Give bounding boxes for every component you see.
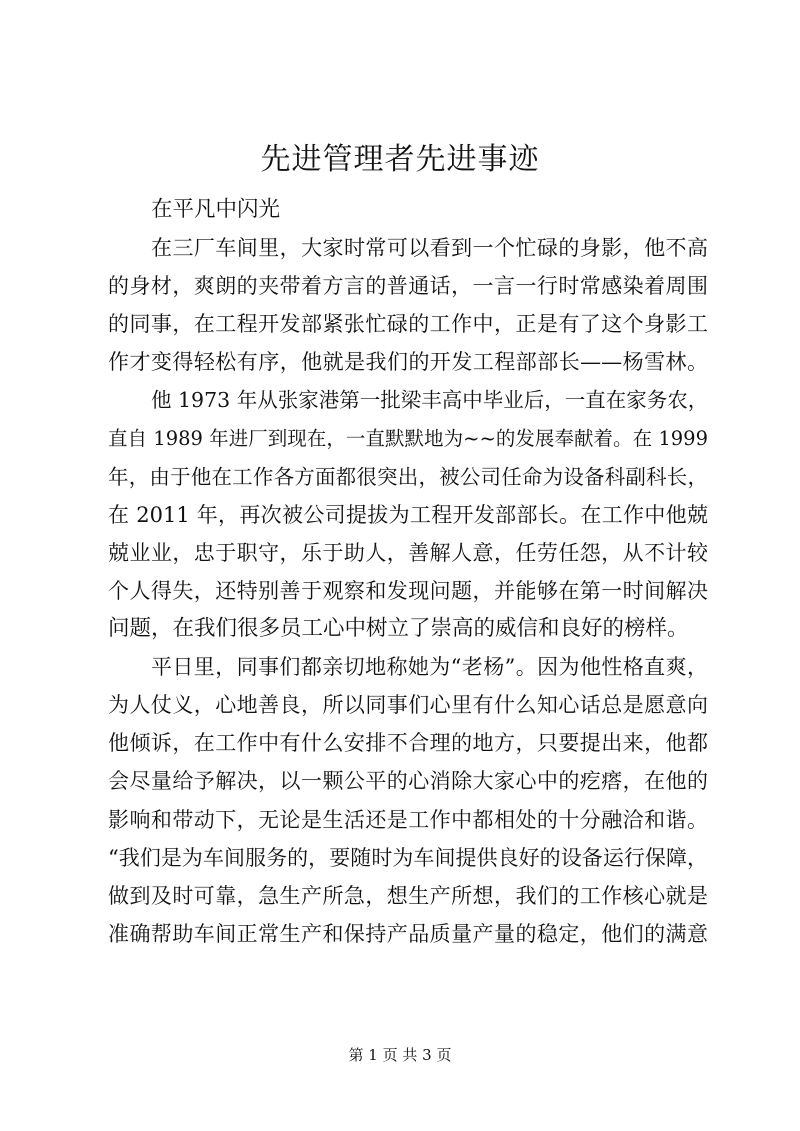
text-line: 为人仗义，心地善良，所以同事们心里有什么知心话总是愿意向: [108, 693, 708, 718]
text-line: “我们是为车间服务的，要随时为车间提供良好的设备运行保障，: [108, 845, 708, 870]
text-line: 年，由于他在工作各方面都很突出，被公司任命为设备科副科长，: [108, 464, 708, 489]
text-line: 会尽量给予解决，以一颗公平的心消除大家心中的疙瘩，在他的: [108, 769, 708, 794]
document-title: 先进管理者先进事迹: [260, 142, 540, 177]
text-line: 平日里，同事们都亲切地称她为“老杨”。因为他性格直爽，: [151, 655, 708, 680]
text-line: 影响和带动下，无论是生活还是工作中都相处的十分融洽和谐。: [108, 807, 708, 832]
text-line: 个人得失，还特别善于观察和发现问题，并能够在第一时间解决: [108, 578, 708, 603]
document-body: [108, 191, 708, 953]
text-line: 问题，在我们很多员工心中树立了崇高的威信和良好的榜样。: [108, 616, 689, 642]
subtitle-line: 在平凡中闪光: [151, 197, 281, 222]
text-line: 他 1973 年从张家港第一批梁丰高中毕业后，一直在家务农，: [151, 388, 709, 413]
text-line: 在三厂车间里，大家时常可以看到一个忙碌的身影，他不高: [151, 236, 708, 261]
text-line: 的同事，在工程开发部紧张忙碌的工作中，正是有了这个身影工: [108, 312, 708, 337]
text-line: 在 2011 年，再次被公司提拔为工程开发部部长。在工作中他兢: [108, 502, 708, 527]
text-line: 的身材，爽朗的夹带着方言的普通话，一言一行时常感染着周围: [108, 274, 708, 299]
page-footer: 第 1 页 共 3 页: [348, 1046, 452, 1064]
text-line: 直自 1989 年进厂到现在，一直默默地为~~的发展奉献着。在 1999: [108, 426, 708, 450]
text-line: 准确帮助车间正常生产和保持产品质量产量的稳定，他们的满意: [108, 921, 708, 946]
text-line: 兢业业，忠于职守，乐于助人，善解人意，任劳任怨，从不计较: [108, 540, 708, 565]
text-line: 作才变得轻松有序，他就是我们的开发工程部部长——杨雪林。: [108, 350, 708, 375]
text-line: 他倾诉，在工作中有什么安排不合理的地方，只要提出来，他都: [108, 731, 708, 756]
text-line: 做到及时可靠，急生产所急，想生产所想，我们的工作核心就是: [108, 883, 708, 908]
